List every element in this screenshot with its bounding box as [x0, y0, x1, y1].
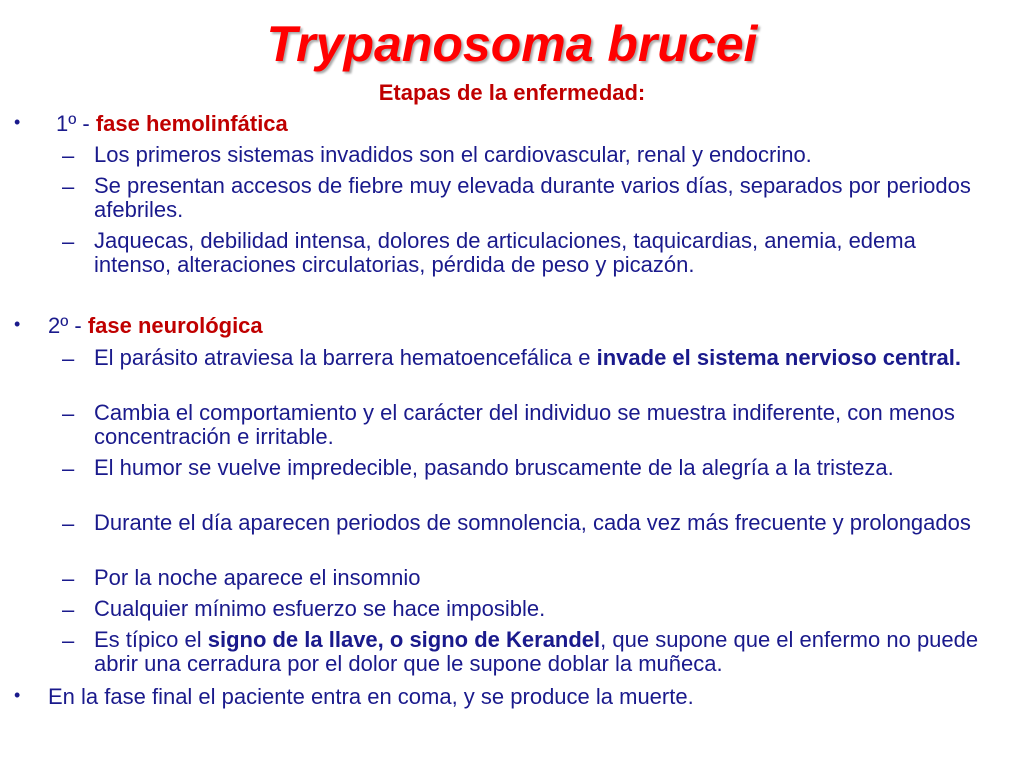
dash-icon: – [62, 456, 75, 481]
phase2-number: 2º - [48, 313, 88, 338]
phase2-item1-text: El parásito atraviesa la barrera hematoencefálica e [94, 345, 597, 370]
phase2-item7-rest: , que supone que el enfermo no puede abrir una cerradura por el dolor que le supone doblar la muñeca. [94, 627, 979, 676]
bullet-icon: • [14, 314, 21, 334]
dash-icon: – [62, 597, 75, 622]
phase2-item1-emphasis: invade el sistema nervioso central. [596, 345, 961, 370]
dash-icon: – [62, 346, 75, 371]
phase2-item [94, 346, 1014, 370]
phase2-heading [48, 314, 263, 338]
phase2-item: El humor se vuelve impredecible, pasando bruscamente de la alegría a la tristeza. [94, 455, 894, 480]
dash-icon: – [62, 566, 75, 591]
dash-icon: – [62, 628, 75, 653]
phase2-item: Por la noche aparece el insomnio [94, 565, 421, 590]
phase1-number: 1º - [56, 111, 96, 136]
slide-subtitle: Etapas de la enfermedad: [378, 80, 646, 105]
bullet-icon: • [14, 685, 21, 705]
phase2-item7-text: Es típico el [94, 627, 208, 652]
dash-icon: – [62, 229, 75, 254]
phase1-item: Jaquecas, debilidad intensa, dolores de articulaciones, taquicardias, anemia, edema intenso, alteraciones circulatorias, pérdida de peso y picazón. [94, 228, 916, 277]
dash-icon: – [62, 143, 75, 168]
dash-icon: – [62, 401, 75, 426]
final-statement: En la fase final el paciente entra en coma, y se produce la muerte. [48, 684, 694, 709]
phase2-item: Durante el día aparecen periodos de somnolencia, cada vez más frecuente y prolongados [94, 510, 971, 535]
slide-title: Trypanosoma brucei [266, 16, 758, 72]
phase1-heading [56, 112, 288, 136]
phase2-item: Cambia el comportamiento y el carácter del individuo se muestra indiferente, con menos concentración e irritable. [94, 400, 955, 449]
phase2-item7-emphasis: signo de la llave, o signo de Kerandel [207, 627, 601, 652]
phase2-item: Cualquier mínimo esfuerzo se hace imposible. [94, 596, 546, 621]
phase1-name: fase hemolinfática [95, 111, 288, 136]
dash-icon: – [62, 511, 75, 536]
phase1-item: Los primeros sistemas invadidos son el cardiovascular, renal y endocrino. [94, 142, 812, 167]
dash-icon: – [62, 174, 75, 199]
bullet-icon: • [14, 112, 21, 132]
phase2-item [94, 628, 1014, 676]
phase2-name: fase neurológica [87, 313, 263, 338]
phase1-item: Se presentan accesos de fiebre muy elevada durante varios días, separados por periodos afebriles. [94, 173, 971, 222]
